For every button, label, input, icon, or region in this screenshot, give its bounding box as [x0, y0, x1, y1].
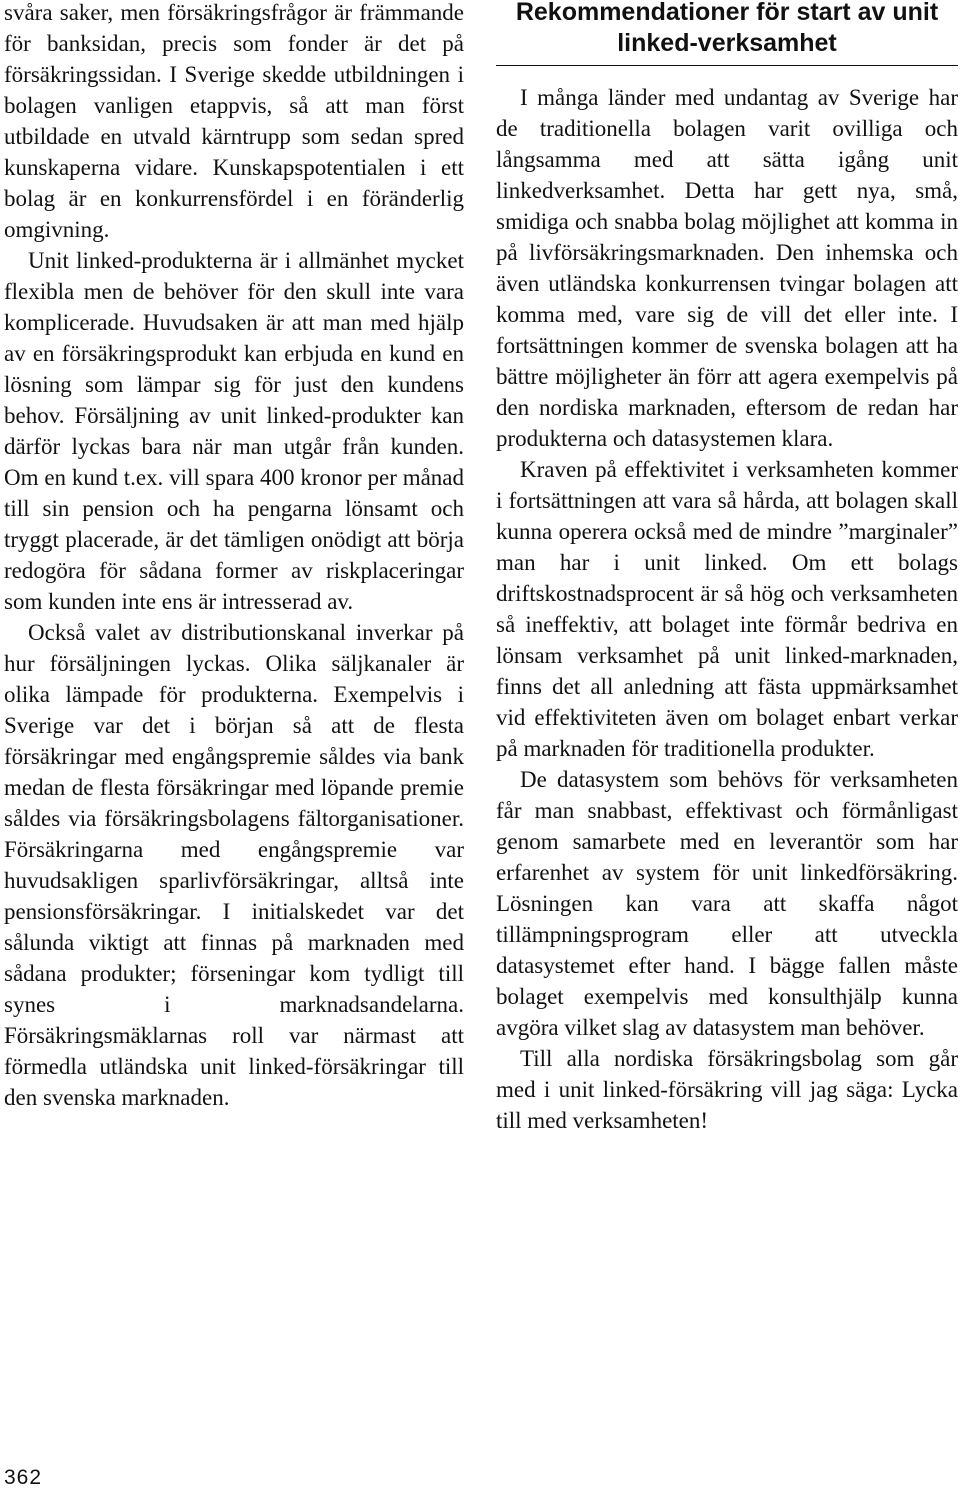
body-paragraph: I många länder med undantag av Sverige har de traditionella bolagen varit ovilliga och långsamma med att sätta igång unit linkedverksamhet. Detta har gett nya, små, smidiga och snabba bolag möjlighet att komma in på livförsäkringsmarknaden. Den inhemska och även utländska konkurrensen tvingar bolagen att komma med, vare sig de vill det eller inte. I fortsättningen kommer de svenska bolagen att ha bättre möjligheter än förr att agera exempelvis på den nordiska marknaden, eftersom de redan har produkterna och datasystemen klara.: [496, 85, 958, 451]
left-column: [4, 0, 464, 1113]
right-column: [496, 0, 958, 1136]
page-number: 362: [4, 1466, 43, 1489]
body-paragraph: Kraven på effektivitet i verksamheten kommer i fortsättningen att vara så hårda, att bolagen skall kunna operera också med de mindre ”marginaler” man har i unit linked. Om ett bolags driftskostnadsprocent är så hög och verksamheten så ineffektiv, att bolaget inte förmår bedriva en lönsam verksamhet på unit linked-marknaden, finns det all anledning att fästa uppmärksamhet vid effektiviteten även om bolaget enbart verkar på marknaden för traditionella produkter.: [496, 457, 958, 761]
body-paragraph: Också valet av distributionskanal inverkar på hur försäljningen lyckas. Olika säljkanaler är olika lämpade för produkterna. Exempelvis i Sverige var det i början så att de flesta försäkringar med engångspremie såldes via bank medan de flesta försäkringar med löpande premie såldes via försäkringsbolagens fältorganisationer. Försäkringarna med engångspremie var huvudsakligen sparlivförsäkringar, alltså inte pensionsförsäkringar. I initialskedet var det sålunda viktigt att finnas på marknaden med sådana produkter; förseningar kom tydligt till synes i marknadsandelarna. Försäkringsmäklarnas roll var närmast att förmedla utländska unit linked-försäkringar till den svenska marknaden.: [4, 620, 464, 1110]
body-paragraph: Till alla nordiska försäkringsbolag som går med i unit linked-försäkring vill jag säga: Lycka till med verksamheten!: [496, 1046, 958, 1133]
body-paragraph: Unit linked-produkterna är i allmänhet mycket flexibla men de behöver för den skull inte vara komplicerade. Huvudsaken är att man med hjälp av en försäkringsprodukt kan erbjuda en kund en lösning som lämpar sig för just den kundens behov. Försäljning av unit linked-produkter kan därför lyckas bara när man utgår från kunden. Om en kund t.ex. vill spara 400 kronor per månad till sin pension och ha pengarna lönsamt och tryggt placerade, är det tämligen onödigt att börja redogöra för sådana former av riskplaceringar som kunden inte ens är intresserad av.: [4, 248, 464, 614]
section-heading: Rekommendationer för start av unit linked-verksamhet: [496, 0, 958, 66]
body-paragraph: De datasystem som behövs för verksamheten får man snabbast, effektivast och förmånligast genom samarbete med en leverantör som har erfarenhet av system för unit linkedförsäkring. Lösningen kan vara att skaffa något tillämpningsprogram eller att utveckla datasystemet efter hand. I bägge fallen måste bolaget exempelvis med konsulthjälp kunna avgöra vilket slag av datasystem man behöver.: [496, 767, 958, 1040]
body-paragraph: svåra saker, men försäkringsfrågor är främmande för banksidan, precis som fonder är det på försäkringssidan. I Sverige skedde utbildningen i bolagen vanligen etappvis, så att man först utbildade en utvald kärntrupp som sedan spred kunskaperna vidare. Kunskapspotentialen i ett bolag är en konkurrensfördel i en föränderlig omgivning.: [4, 0, 464, 242]
